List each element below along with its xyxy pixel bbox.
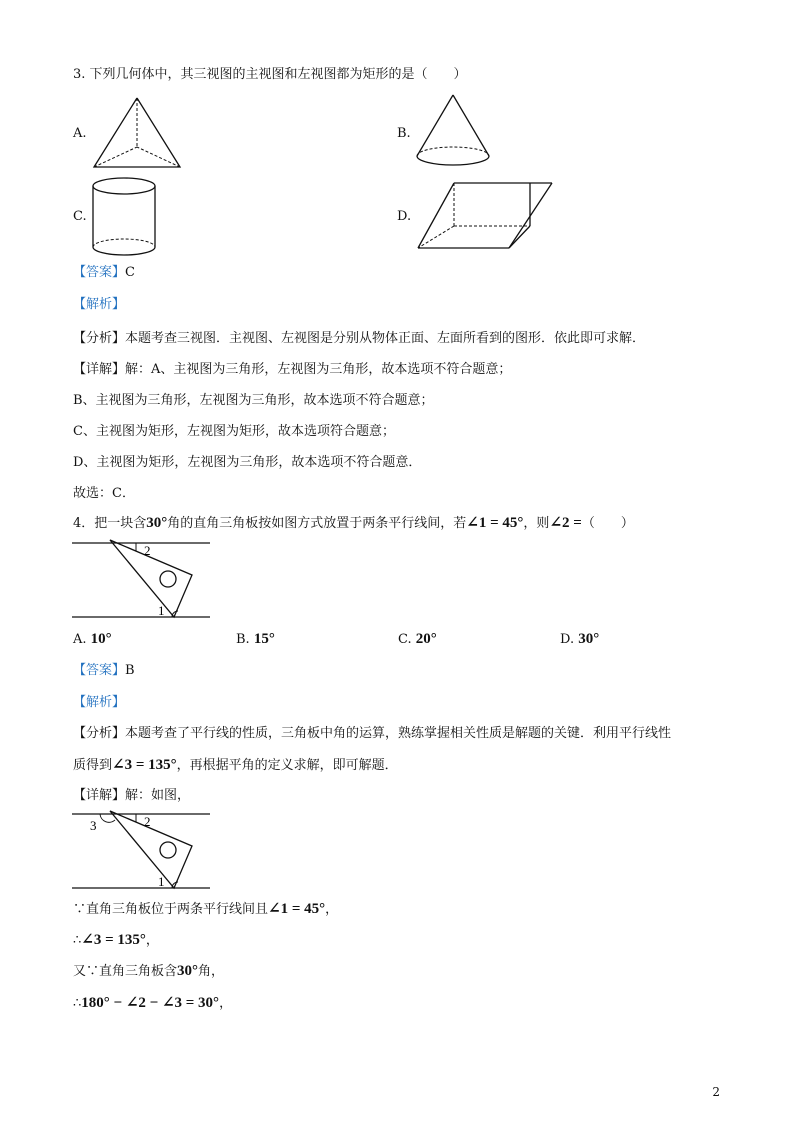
q4-step-1	[73, 900, 338, 919]
q4-question-prefix: 4．把一块含	[73, 516, 147, 531]
q4-option-d	[560, 631, 599, 648]
q4-detail-intro	[73, 787, 190, 805]
fenxi-tag: 【分析】	[73, 726, 126, 741]
triangular-prism-icon	[414, 178, 559, 258]
option-label: C.	[398, 632, 412, 647]
cone-icon	[413, 92, 493, 174]
option-value: 15°	[253, 631, 275, 647]
q4-option-c	[398, 631, 437, 648]
q4-option-a	[73, 631, 112, 648]
step4-math: 180° − ∠2 − ∠3 = 30°	[81, 995, 220, 1011]
q4-fenxi-line-2	[73, 756, 398, 775]
q3-detail-line-2: B、主视图为三角形，左视图为三角形，故本选项不符合题意；	[73, 393, 434, 408]
option-label: D.	[560, 632, 575, 647]
fenxi-post: ，再根据平角的定义求解，即可解题．	[176, 758, 398, 773]
fenxi-tag: 【分析】	[73, 331, 126, 346]
q4-question	[73, 514, 634, 533]
step1-post: ，	[325, 902, 339, 917]
q4-question-target: ∠2 =	[549, 515, 582, 531]
q3-answer	[73, 264, 135, 282]
q3-option-b-label: B.	[397, 126, 411, 141]
detail-intro-text: 解：如图，	[125, 788, 191, 803]
step3-pre: 又∵直角三角板含	[73, 964, 178, 979]
step2-post: ，	[145, 933, 159, 948]
step2-math: ∠3 = 135°	[81, 932, 146, 948]
step2-pre: ∴	[73, 933, 82, 948]
tetrahedron-icon	[90, 95, 185, 173]
q4-figure-1	[70, 537, 215, 622]
q4-question-angle: 30°	[146, 515, 168, 531]
q3-fenxi	[73, 330, 645, 348]
q4-step-4	[73, 994, 232, 1013]
q4-analysis-tag	[73, 694, 125, 712]
q4-answer	[73, 662, 135, 680]
answer-tag: 【答案】	[73, 265, 126, 280]
angle-1-label: 1	[158, 603, 165, 618]
option-value: 20°	[415, 631, 437, 647]
angle-1-label: 1	[158, 874, 165, 889]
fenxi-text: 本题考查了平行线的性质，三角板中角的运算，熟练掌握相关性质是解题的关键．利用平行线性	[125, 726, 672, 741]
answer-tag: 【答案】	[73, 663, 126, 678]
q4-step-2	[73, 931, 159, 950]
option-label: B.	[236, 632, 250, 647]
angle-2-label: 2	[144, 543, 151, 558]
q3-analysis-tag	[73, 296, 125, 314]
angle-3-label: 3	[90, 818, 97, 833]
fenxi-pre: 质得到	[73, 758, 113, 773]
q3-conclusion: 故选：C．	[73, 486, 135, 501]
q4-question-mid2: ，则	[523, 516, 550, 531]
option-label: A.	[73, 632, 87, 647]
q3-detail-line-3: C、主视图为矩形，左视图为矩形，故本选项符合题意；	[73, 424, 395, 439]
option-value: 30°	[578, 631, 600, 647]
q4-question-end: （ ）	[581, 516, 634, 531]
analysis-tag: 【解析】	[73, 695, 126, 710]
analysis-tag: 【解析】	[73, 297, 126, 312]
detail-tag: 【详解】	[73, 362, 126, 377]
step1-pre: ∵直角三角板位于两条平行线间且	[73, 902, 269, 917]
step3-math: 30°	[177, 963, 199, 979]
detail-tag: 【详解】	[73, 788, 126, 803]
q3-option-c-label: C.	[73, 209, 87, 224]
q4-question-mid: 角的直角三角板按如图方式放置于两条平行线间，若	[167, 516, 467, 531]
q3-question: 3. 下列几何体中，其三视图的主视图和左视图都为矩形的是（ ）	[73, 67, 467, 82]
answer-value: B	[125, 663, 135, 678]
q4-fenxi-line-1	[73, 725, 671, 743]
step1-math: ∠1 = 45°	[268, 901, 326, 917]
option-value: 10°	[90, 631, 112, 647]
page-number: 2	[712, 1085, 720, 1099]
angle-2-label: 2	[144, 814, 151, 829]
detail-text: 解：A、主视图为三角形，左视图为三角形，故本选项不符合题意；	[125, 362, 512, 377]
answer-value: C	[125, 265, 135, 280]
q3-detail-line-1	[73, 361, 511, 379]
step4-post: ，	[219, 996, 233, 1011]
q4-question-given: ∠1 = 45°	[466, 515, 524, 531]
q3-detail-line-4: D、主视图为矩形，左视图为三角形，故本选项不符合题意．	[73, 455, 422, 470]
cylinder-icon	[89, 175, 159, 259]
q4-option-b	[236, 631, 275, 648]
step4-pre: ∴	[73, 996, 82, 1011]
fenxi-text: 本题考查三视图．主视图、左视图是分别从物体正面、左面所看到的图形．依此即可求解．	[125, 331, 646, 346]
q4-step-3	[73, 962, 224, 981]
q3-option-d-label: D.	[397, 209, 412, 224]
step3-post: 角，	[198, 964, 225, 979]
fenxi-math: ∠3 = 135°	[112, 757, 177, 773]
q4-figure-2	[70, 808, 215, 893]
q3-option-a-label: A.	[73, 126, 87, 141]
